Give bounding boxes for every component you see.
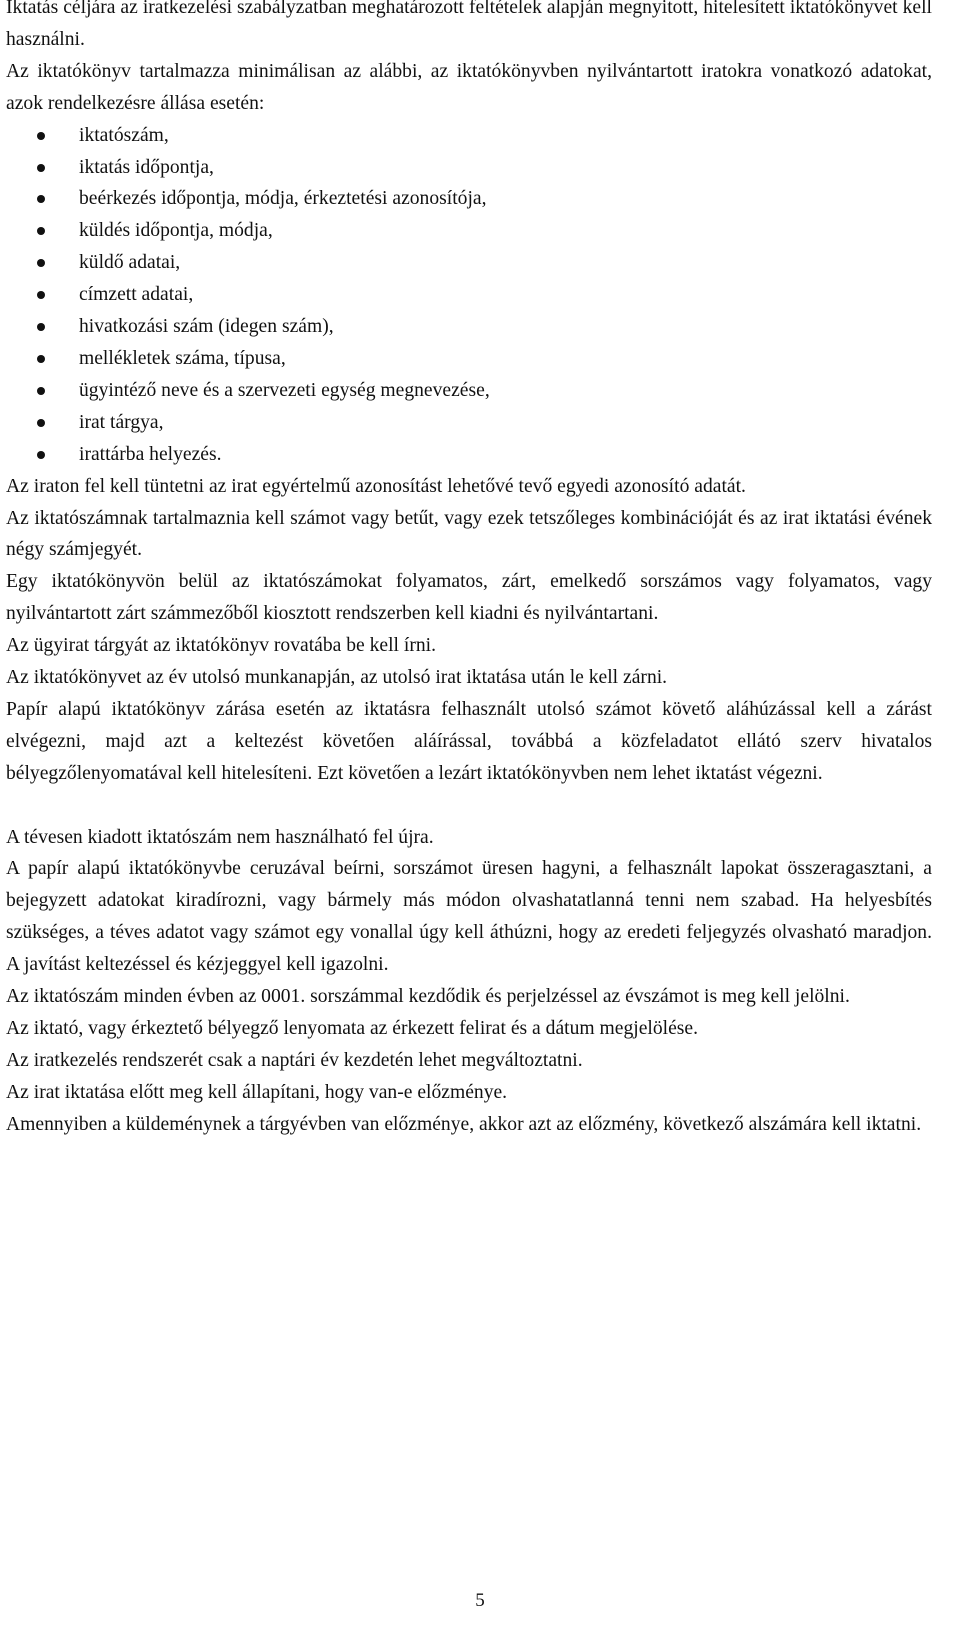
list-item: [6, 279, 932, 311]
list-item: [6, 152, 932, 184]
list-item-text: hivatkozási szám (idegen szám),: [79, 316, 334, 338]
bullet-icon: [37, 387, 45, 395]
list-item: [6, 343, 932, 375]
paragraph: Az iktatószámnak tartalmaznia kell számot vagy betűt, vagy ezek tetszőleges kombinációját és az irat iktatási évének négy számjegyét.: [6, 507, 932, 561]
list-item-text: küldés időpontja, módja,: [79, 220, 273, 242]
list-item-text: mellékletek száma, típusa,: [79, 347, 286, 369]
paragraph: Az iraton fel kell tüntetni az irat egyértelmű azonosítást lehetővé tevő egyedi azonosító adatát.: [6, 475, 746, 497]
list-item-text: címzett adatai,: [79, 284, 194, 306]
bullet-icon: [37, 419, 45, 427]
bullet-icon: [37, 227, 45, 235]
list-item-text: iktatószám,: [79, 124, 169, 146]
list-item-text: beérkezés időpontja, módja, érkeztetési azonosítója,: [79, 188, 487, 210]
paragraph: Amennyiben a küldeménynek a tárgyévben van előzménye, akkor azt az előzmény, következő alszámára kell iktatni.: [6, 1113, 922, 1135]
bullet-icon: [37, 259, 45, 267]
paragraph: Egy iktatókönyvön belül az iktatószámokat folyamatos, zárt, emelkedő sorszámos vagy folyamatos, vagy nyilvántartott zárt számmezőből kiosztott rendszerben kell kiadni és nyilvántartani.: [6, 571, 932, 625]
list-item: [6, 183, 932, 215]
list-item: [6, 439, 932, 471]
list-item: [6, 375, 932, 407]
list-item: [6, 311, 932, 343]
paragraph: Az iktatókönyv tartalmazza minimálisan az alábbi, az iktatókönyvben nyilvántartott iratokra vonatkozó adatokat, azok rendelkezésre állása esetén:: [6, 60, 932, 114]
bullet-icon: [37, 355, 45, 363]
paragraph: Az iktatókönyvet az év utolsó munkanapján, az utolsó irat iktatása után le kell zárni.: [6, 667, 668, 689]
list-item: [6, 215, 932, 247]
paragraph: A tévesen kiadott iktatószám nem használható fel újra.: [6, 826, 434, 848]
paragraph: Iktatás céljára az iratkezelési szabályzatban meghatározott feltételek alapján megnyitott, hitelesített iktatókönyvet kell használni.: [6, 0, 932, 50]
page-number: 5: [475, 1590, 485, 1611]
list-item: [6, 407, 932, 439]
bullet-icon: [37, 291, 45, 299]
list-item-text: irattárba helyezés.: [79, 443, 222, 465]
paragraph: Az iratkezelés rendszerét csak a naptári év kezdetén lehet megváltoztatni.: [6, 1049, 583, 1071]
list-item-text: ügyintéző neve és a szervezeti egység megnevezése,: [79, 379, 490, 401]
paragraph: Az iktató, vagy érkeztető bélyegző lenyomata az érkezett felirat és a dátum megjelölése.: [6, 1017, 698, 1039]
paragraph: Papír alapú iktatókönyv zárása esetén az iktatásra felhasznált utolsó számot követő aláhúzással kell a zárást elvégezni, majd azt a keltezést követően aláírással, továbbá a közfeladatot ellátó szerv hivatalos bélyegzőlenyomatával kell hitelesíteni. Ezt követően a lezárt iktatókönyvben nem lehet iktatást végezni.: [6, 698, 932, 784]
list-item-text: küldő adatai,: [79, 252, 181, 274]
bullet-icon: [37, 164, 45, 172]
list-item: [6, 247, 932, 279]
bullet-icon: [37, 323, 45, 331]
list-item-text: iktatás időpontja,: [79, 156, 214, 178]
blank-line: [6, 790, 932, 822]
paragraph: Az irat iktatása előtt meg kell állapítani, hogy van-e előzménye.: [6, 1081, 508, 1103]
bullet-icon: [37, 132, 45, 140]
paragraph: Az iktatószám minden évben az 0001. sorszámmal kezdődik és perjelzéssel az évszámot is meg kell jelölni.: [6, 986, 850, 1008]
bullet-list: [6, 120, 932, 471]
list-item-text: irat tárgya,: [79, 411, 164, 433]
document-body: [6, 0, 932, 1141]
paragraph: Az ügyirat tárgyát az iktatókönyv rovatába be kell írni.: [6, 635, 437, 657]
paragraph: A papír alapú iktatókönyvbe ceruzával beírni, sorszámot üresen hagyni, a felhasznált lapokat összeragasztani, a bejegyzett adatokat kiradírozni, vagy bármely más módon olvashatatlanná tenni nem szabad. Ha helyesbítés szükséges, a téves adatot vagy számot egy vonallal úgy kell áthúzni, hogy az eredeti feljegyzés olvasható maradjon. A javítást keltezéssel és kézjeggyel kell igazolni.: [6, 858, 932, 976]
list-item: [6, 120, 932, 152]
bullet-icon: [37, 195, 45, 203]
bullet-icon: [37, 451, 45, 459]
